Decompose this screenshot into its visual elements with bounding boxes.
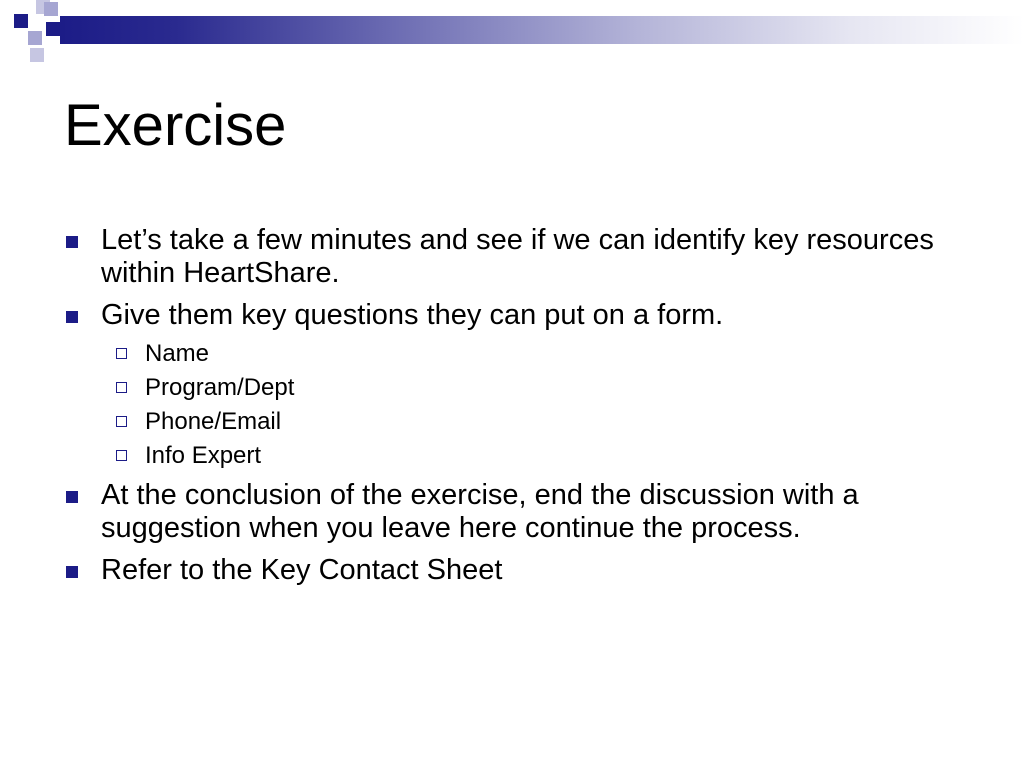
sub-bullet-text: Program/Dept <box>145 374 295 401</box>
hollow-square-icon <box>116 348 127 359</box>
decor-square-navy <box>46 22 60 36</box>
bullet-item <box>64 479 964 545</box>
sub-bullet-item <box>64 371 964 405</box>
bullet-list <box>64 224 964 596</box>
hollow-square-icon <box>116 450 127 461</box>
sub-bullet-text: Info Expert <box>145 442 262 469</box>
bullet-item <box>64 224 964 290</box>
decor-square-light <box>44 2 58 16</box>
slide-title: Exercise <box>64 93 287 158</box>
hollow-square-icon <box>116 382 127 393</box>
bullet-text: At the conclusion of the exercise, end the discussion with a suggestion when you leave here continue the process. <box>101 479 859 544</box>
filled-square-icon <box>66 491 78 503</box>
sub-bullet-text: Phone/Email <box>145 408 282 435</box>
filled-square-icon <box>66 566 78 578</box>
decor-square-navy <box>14 14 28 28</box>
decor-square-light <box>30 48 44 62</box>
decor-square-light <box>28 31 42 45</box>
bullet-text: Give them key questions they can put on a form. <box>101 299 724 331</box>
hollow-square-icon <box>116 416 127 427</box>
sub-bullet-item <box>64 439 964 473</box>
sub-bullet-list <box>64 337 964 473</box>
filled-square-icon <box>66 311 78 323</box>
header-gradient-bar <box>60 16 1024 44</box>
bullet-text: Let’s take a few minutes and see if we can identify key resources within HeartShare. <box>101 224 934 289</box>
filled-square-icon <box>66 236 78 248</box>
bullet-item <box>64 554 964 587</box>
bullet-item <box>64 299 964 332</box>
bullet-text: Refer to the Key Contact Sheet <box>101 554 503 586</box>
sub-bullet-text: Name <box>145 340 210 367</box>
sub-bullet-item <box>64 337 964 371</box>
sub-bullet-item <box>64 405 964 439</box>
